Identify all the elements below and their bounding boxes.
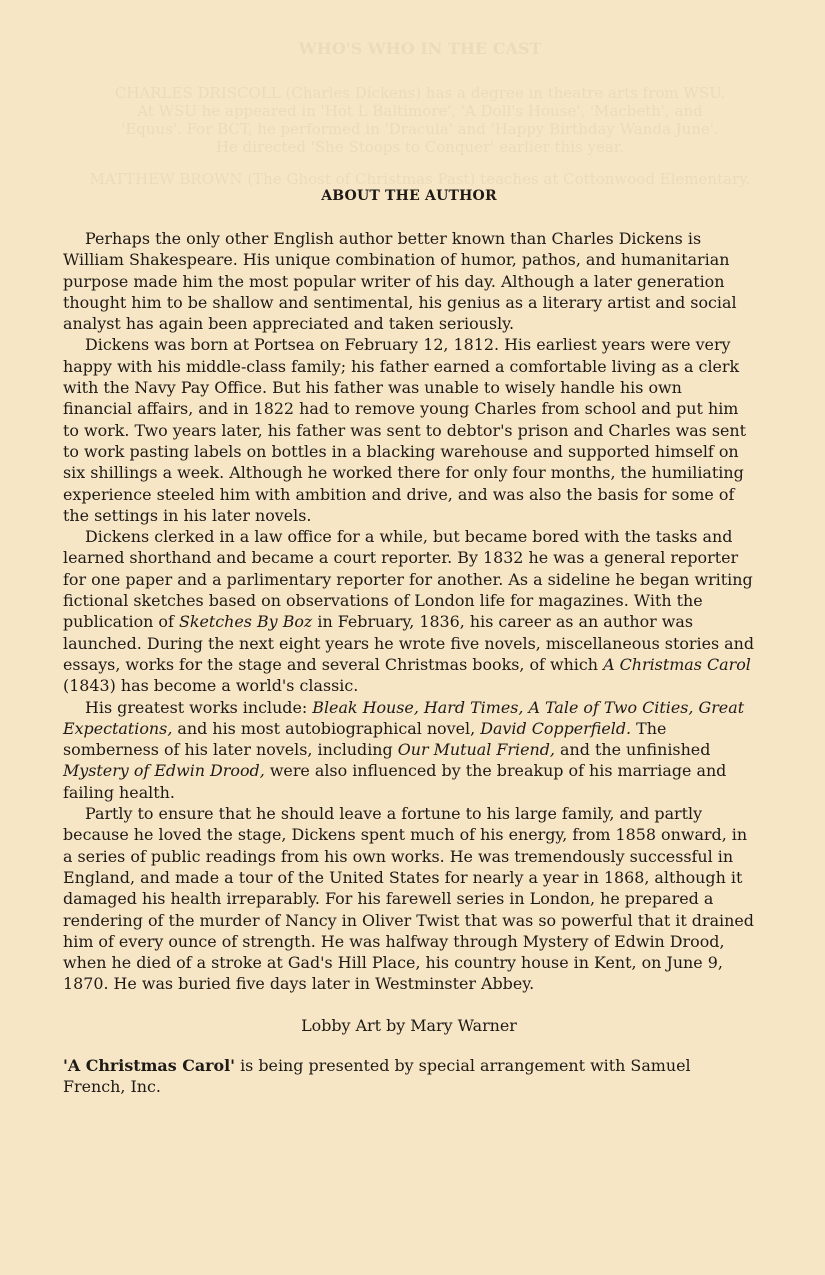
section-heading: ABOUT THE AUTHOR xyxy=(321,188,497,204)
paragraph-later-life: Partly to ensure that he should leave a fortune to his large family, and partly because he loved the stage, Dickens spent much of his energy, from 1858 onward, in a series of public readings from his own works. He was tremendously successful in England, and made a tour of the United States for nearly a year in 1868, although it damaged his health irreparably. For his farewell series in London, he prepared a rendering of the murder of Nancy in Oliver Twist that was so powerful that it drained him of every ounce of strength. He was halfway through Mystery of Edwin Drood, when he died of a stroke at Gad's Hill Place, his country house in Kent, on June 9, 1870. He was buried five days later in Westminster Abbey. xyxy=(63,804,754,994)
ghost-line: MATTHEW BROWN (The Ghost of Christmas Past) teaches at Cottonwood Elementary. xyxy=(89,170,751,188)
text-run: Dickens clerked in a law office for a while, but became bored with the tasks and learned shorthand and became a court reporter. By 1832 he was a general reporter for one paper and a parlimentary reporter for another. As a sideline he began writing fictional sketches based on observations of London life for magazines. With the publication of xyxy=(63,527,753,632)
paragraph-career xyxy=(63,526,755,696)
book-title: David Copperfield. xyxy=(480,718,632,738)
text-run: His greatest works include: xyxy=(85,697,313,717)
book-title: Our Mutual Friend, xyxy=(397,740,555,760)
book-title: Sketches By Boz xyxy=(178,612,313,632)
ghost-line: At WSU he appeared in 'Hot L Baltimore', 'A Doll's House', 'Macbeth', and xyxy=(137,102,703,120)
lobby-art-credit: Lobby Art by Mary Warner xyxy=(301,1015,517,1035)
paragraph-works xyxy=(63,697,755,803)
ghost-line: 'Equus'. For BCT, he performed in 'Dracula' and 'Happy Birthday Wanda June'. xyxy=(121,120,719,138)
text-run: in February, 1836, his career as an author was launched. During the next eight years he wrote five novels, miscellaneous stories and essays, works for the stage and several Christmas books, of which xyxy=(63,612,755,674)
text-run: (1843) has become a world's classic. xyxy=(63,676,359,696)
bleed-through-text xyxy=(60,40,780,188)
paragraph-early-life: Dickens was born at Portsea on February 12, 1812. His earliest years were very happy with his middle-class family; his father earned a comfortable living as a clerk with the Navy Pay Office. But his father was unable to wisely handle his own financial affairs, and in 1822 had to remove young Charles from school and put him to work. Two years later, his father was sent to debtor's prison and Charles was sent to work pasting labels on bottles in a blacking warehouse and supported himself on six shillings a week. Although he worked there for only four months, the humiliating experience steeled him with ambition and drive, and was also the basis for some of the settings in his later novels. xyxy=(63,335,747,525)
paragraph-intro: Perhaps the only other English author better known than Charles Dickens is William Shakespeare. His unique combination of humor, pathos, and humanitarian purpose made him the most popular writer of his day. Although a later generation thought him to be shallow and sentimental, his genius as a literary artist and social analyst has again been appreciated and taken seriously. xyxy=(63,229,737,334)
about-the-author-section xyxy=(63,188,755,1097)
arrangement-note xyxy=(63,1055,755,1098)
text-run: and the unfinished xyxy=(554,740,711,760)
ghost-title: WHO'S WHO IN THE CAST xyxy=(298,39,542,58)
ghost-line: CHARLES DRISCOLL (Charles Dickens) has a degree in theatre arts from WSU. xyxy=(114,84,726,102)
text-run: and his most autobiographical novel, xyxy=(172,718,481,738)
show-title: 'A Christmas Carol' xyxy=(63,1055,236,1075)
book-title: Mystery of Edwin Drood, xyxy=(63,761,265,781)
text-run: The somberness of his later novels, including xyxy=(63,718,667,760)
text-run: were also influenced by the breakup of his marriage and failing health. xyxy=(63,761,727,802)
ghost-line: He directed 'She Stoops to Conquer' earlier this year. xyxy=(215,138,625,156)
book-title: A Christmas Carol xyxy=(603,654,751,674)
arrangement-text: is being presented by special arrangement with Samuel French, Inc. xyxy=(63,1055,691,1096)
book-titles: Bleak House, Hard Times, A Tale of Two Cities, Great Expectations, xyxy=(63,697,745,738)
